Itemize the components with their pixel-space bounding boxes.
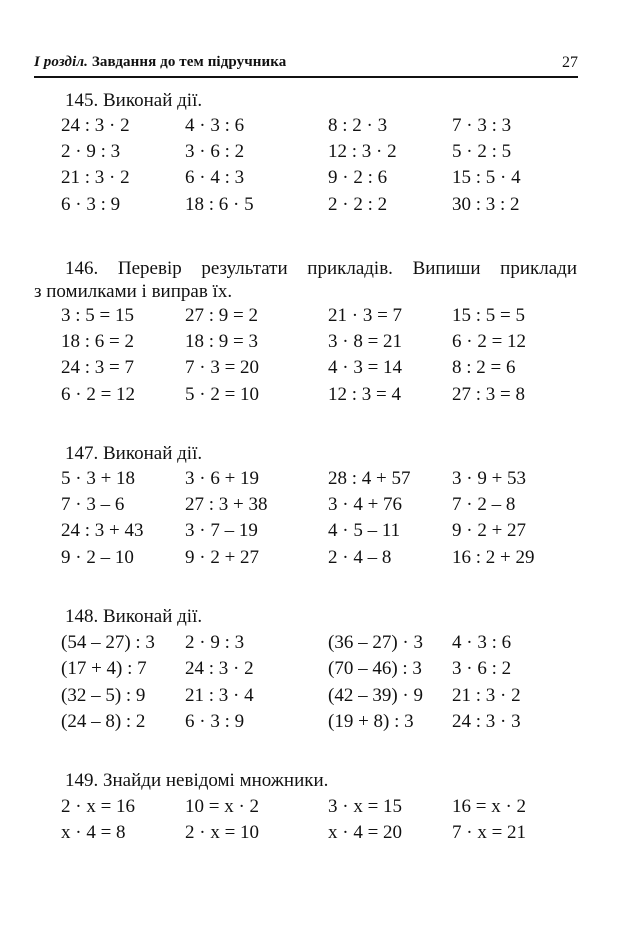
expression: (32 – 5) : 9: [61, 685, 146, 706]
expression: 18 : 9 = 3: [185, 331, 258, 352]
expression: (17 + 4) : 7: [61, 658, 147, 679]
expression: 9 · 2 – 10: [61, 547, 134, 568]
exercise-row: [0, 711, 638, 737]
expression: 2 · 9 : 3: [61, 141, 121, 162]
exercise-title: 145. Виконай дії.: [65, 90, 203, 111]
expression: 3 · 8 = 21: [328, 331, 403, 352]
expression: 2 · 9 : 3: [185, 632, 245, 653]
expression: 3 · 9 + 53: [452, 468, 527, 489]
expression: 18 : 6 = 2: [61, 331, 134, 352]
expression: 4 · 3 : 6: [185, 115, 245, 136]
expression: 21 · 3 = 7: [328, 305, 403, 326]
page-header: [34, 52, 578, 78]
header-title-text: Завдання до тем підручника: [91, 54, 287, 70]
expression: 18 : 6 · 5: [185, 194, 254, 215]
expression: 6 · 3 : 9: [185, 711, 245, 732]
expression: 6 · 4 : 3: [185, 167, 245, 188]
exercise-title: 147. Виконай дії.: [65, 443, 203, 464]
exercise-row: [0, 632, 638, 658]
expression: 21 : 3 · 2: [61, 167, 130, 188]
exercise-row: [0, 520, 638, 546]
equation: 7 · x = 21: [452, 822, 527, 843]
page-number: 27: [562, 54, 578, 71]
equation: 10 = x · 2: [185, 796, 260, 817]
exercise-row: [0, 796, 638, 822]
exercise-row: [0, 494, 638, 520]
expression: 12 : 3 · 2: [328, 141, 397, 162]
expression: 2 · 2 : 2: [328, 194, 388, 215]
expression: 5 · 3 + 18: [61, 468, 136, 489]
header-title: [34, 54, 286, 71]
expression: 7 · 2 – 8: [452, 494, 516, 515]
expression: (19 + 8) : 3: [328, 711, 414, 732]
equation: 2 · x = 10: [185, 822, 260, 843]
expression: 3 · 7 – 19: [185, 520, 258, 541]
exercise-row: [0, 468, 638, 494]
expression: 5 · 2 : 5: [452, 141, 512, 162]
exercise-row: [0, 547, 638, 573]
equation: 3 · x = 15: [328, 796, 403, 817]
expression: (70 – 46) : 3: [328, 658, 422, 679]
exercise-title: 146. Перевір результати прикладів. Випиши приклади: [65, 258, 577, 279]
expression: 28 : 4 + 57: [328, 468, 411, 489]
expression: 3 · 6 + 19: [185, 468, 260, 489]
expression: 24 : 3 + 43: [61, 520, 144, 541]
expression: (42 – 39) · 9: [328, 685, 423, 706]
exercise-row: [0, 141, 638, 167]
exercise-title: 149. Знайди невідомі множники.: [65, 770, 329, 791]
expression: 7 · 3 : 3: [452, 115, 512, 136]
expression: 12 : 3 = 4: [328, 384, 401, 405]
exercise-row: [0, 194, 638, 220]
expression: 24 : 3 = 7: [61, 357, 134, 378]
expression: 6 · 2 = 12: [61, 384, 136, 405]
expression: 4 · 3 : 6: [452, 632, 512, 653]
expression: 3 · 4 + 76: [328, 494, 403, 515]
expression: 24 : 3 · 2: [185, 658, 254, 679]
expression: 15 : 5 · 4: [452, 167, 521, 188]
exercise-row: [0, 167, 638, 193]
expression: 21 : 3 · 2: [452, 685, 521, 706]
expression: 7 · 3 – 6: [61, 494, 125, 515]
expression: 8 : 2 = 6: [452, 357, 516, 378]
expression: 3 · 6 : 2: [185, 141, 245, 162]
expression: 21 : 3 · 4: [185, 685, 254, 706]
exercise-row: [0, 658, 638, 684]
expression: 5 · 2 = 10: [185, 384, 260, 405]
expression: 6 · 2 = 12: [452, 331, 527, 352]
exercise-row: [0, 685, 638, 711]
equation: 2 · x = 16: [61, 796, 136, 817]
expression: 27 : 9 = 2: [185, 305, 258, 326]
expression: 6 · 3 : 9: [61, 194, 121, 215]
expression: 7 · 3 = 20: [185, 357, 260, 378]
expression: 27 : 3 = 8: [452, 384, 525, 405]
expression: 27 : 3 + 38: [185, 494, 268, 515]
expression: 4 · 5 – 11: [328, 520, 401, 541]
expression: (24 – 8) : 2: [61, 711, 146, 732]
equation: x · 4 = 8: [61, 822, 126, 843]
expression: 3 : 5 = 15: [61, 305, 134, 326]
expression: 15 : 5 = 5: [452, 305, 525, 326]
exercise-row: [0, 331, 638, 357]
expression: 3 · 6 : 2: [452, 658, 512, 679]
exercise-title-line2: з помилками і виправ їх.: [34, 281, 233, 302]
exercise-row: [0, 357, 638, 383]
section-label: I розділ.: [34, 54, 89, 70]
expression: 9 · 2 + 27: [452, 520, 527, 541]
exercise-row: [0, 822, 638, 848]
equation: 16 = x · 2: [452, 796, 527, 817]
expression: (54 – 27) : 3: [61, 632, 155, 653]
exercise-row: [0, 384, 638, 410]
expression: 24 : 3 · 3: [452, 711, 521, 732]
expression: 30 : 3 : 2: [452, 194, 520, 215]
expression: 9 · 2 + 27: [185, 547, 260, 568]
exercise-row: [0, 115, 638, 141]
expression: (36 – 27) · 3: [328, 632, 423, 653]
exercise-row: [0, 305, 638, 331]
expression: 16 : 2 + 29: [452, 547, 535, 568]
expression: 24 : 3 · 2: [61, 115, 130, 136]
expression: 9 · 2 : 6: [328, 167, 388, 188]
expression: 2 · 4 – 8: [328, 547, 392, 568]
exercise-title: 148. Виконай дії.: [65, 606, 203, 627]
expression: 8 : 2 · 3: [328, 115, 388, 136]
equation: x · 4 = 20: [328, 822, 403, 843]
expression: 4 · 3 = 14: [328, 357, 403, 378]
